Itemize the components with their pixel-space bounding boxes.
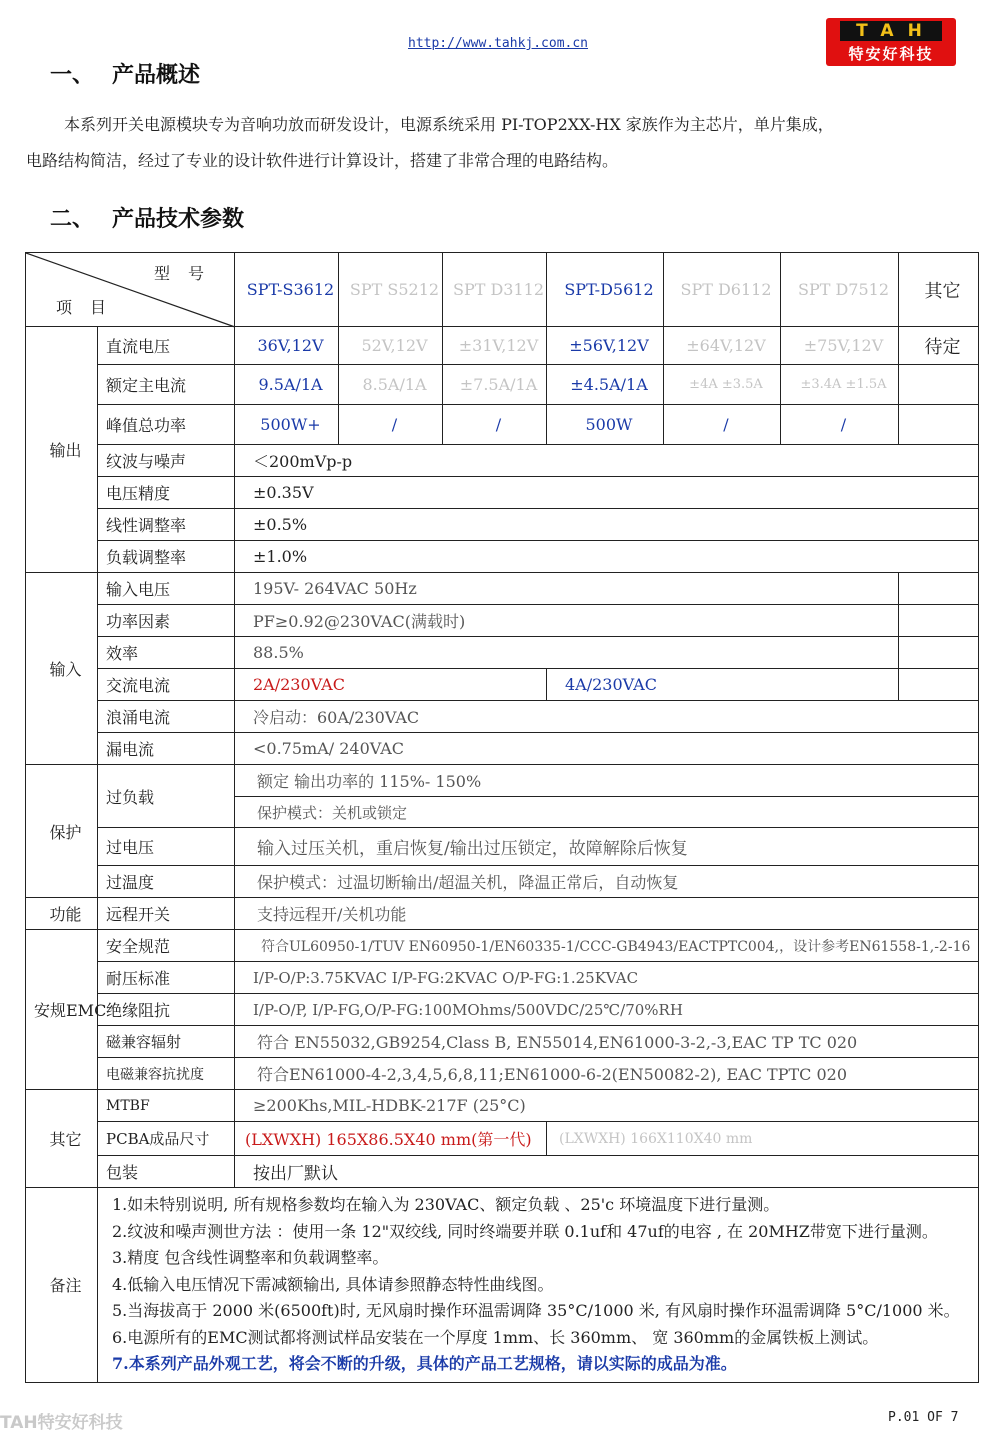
value-cell: 195V- 264VAC 50Hz: [235, 573, 899, 605]
corner-model-label: 型号: [154, 264, 223, 283]
value-cell: I/P-O/P, I/P-FG,O/P-FG:100MOhms/500VDC/25℃/70%RH: [235, 994, 979, 1026]
table-row: [26, 1058, 979, 1090]
value-cell: ±4A ±3.5A: [664, 365, 781, 405]
website-url[interactable]: http://www.tahkj.com.cn: [408, 36, 589, 51]
note-item: 6.电源所有的EMC测试都将测试样品安装在一个厚度 1mm、长 360mm、 宽 360mm的金属铁板上测试。: [112, 1327, 879, 1347]
row-label: 过温度: [98, 866, 235, 898]
value-cell: ±31V,12V: [443, 327, 547, 365]
note-item: 5.当海拔高于 2000 米(6500ft)时, 无风扇时操作环温需调降 35°C/1000 米, 有风扇时操作环温需调降 5°C/1000 米。: [112, 1301, 960, 1320]
value-cell: 按出厂默认: [235, 1156, 979, 1188]
value-cell: 52V,12V: [339, 327, 443, 365]
note-item: 1.如未特别说明, 所有规格参数均在输入为 230VAC、额定负载 、25'c 环境温度下进行量测。: [112, 1195, 780, 1214]
row-label: PCBA成品尺寸: [98, 1122, 235, 1156]
logo-letters: TAH: [840, 21, 942, 41]
section-title: 产品技术参数: [112, 207, 245, 232]
row-label: 输入电压: [98, 573, 235, 605]
value-cell: 500W+: [235, 405, 339, 445]
value-cell: 符合UL60950-1/TUV EN60950-1/EN60335-1/CCC-GB4943/EACTPTC004,，设计参考EN61558-1,-2-16: [235, 930, 979, 962]
value-cell: 9.5A/1A: [235, 365, 339, 405]
page-number: P.01 OF 7: [888, 1410, 959, 1425]
model-header: SPT-D5612: [547, 253, 664, 327]
section-number: 一、: [50, 63, 95, 88]
table-row: [26, 866, 979, 898]
intro-line-2: 电路结构简洁，经过了专业的设计软件进行计算设计，搭建了非常合理的电路结构。: [26, 151, 619, 170]
notes-cell: [98, 1188, 979, 1383]
value-cell: 2A/230VAC: [235, 669, 547, 701]
notes-row: [26, 1188, 979, 1383]
table-row: [26, 962, 979, 994]
value-cell: (LXWXH) 165X86.5X40 mm(第一代): [235, 1122, 547, 1156]
section-heading-overview: [50, 58, 200, 89]
row-label: 绝缘阻抗: [98, 994, 235, 1026]
row-label: 包装: [98, 1156, 235, 1188]
intro-line-1: 本系列开关电源模块专为音响功放而研发设计，电源系统采用 PI-TOP2XX-HX 家族作为主芯片，单片集成，: [64, 115, 834, 134]
value-cell: ±75V,12V: [781, 327, 899, 365]
value-cell-other: [899, 365, 979, 405]
row-label: 效率: [98, 637, 235, 669]
table-row: [26, 1122, 979, 1156]
row-label: 纹波与噪声: [98, 445, 235, 477]
row-label: 漏电流: [98, 733, 235, 765]
group-label-function: 功能: [26, 898, 98, 930]
value-cell: 500W: [547, 405, 664, 445]
value-cell: 保护模式：关机或锁定: [235, 797, 979, 828]
table-row: [26, 445, 979, 477]
row-label: 负载调整率: [98, 541, 235, 573]
row-label: 耐压标准: [98, 962, 235, 994]
value-cell: /: [664, 405, 781, 445]
table-row: [26, 669, 979, 701]
table-row: [26, 828, 979, 866]
value-cell: ±0.35V: [235, 477, 979, 509]
section-title: 产品概述: [112, 63, 201, 88]
value-cell: 支持远程开/关机功能: [235, 898, 979, 930]
row-label: 交流电流: [98, 669, 235, 701]
value-cell: 符合EN61000-4-2,3,4,5,6,8,11;EN61000-6-2(EN50082-2), EAC TPTC 020: [235, 1058, 979, 1090]
logo-text: 特安好科技: [848, 45, 934, 63]
value-cell: PF≥0.92@230VAC(满载时): [235, 605, 899, 637]
other-col-header: 其它: [899, 253, 979, 327]
table-row: [26, 898, 979, 930]
value-cell: I/P-O/P:3.75KVAC I/P-FG:2KVAC O/P-FG:1.25KVAC: [235, 962, 979, 994]
row-label: 过电压: [98, 828, 235, 866]
note-item: 4.低输入电压情况下需减额输出, 具体请参照静态特性曲线图。: [112, 1274, 554, 1294]
model-header: SPT D3112: [443, 253, 547, 327]
value-cell: <0.75mA/ 240VAC: [235, 733, 979, 765]
table-row: [26, 605, 979, 637]
table-row: [26, 509, 979, 541]
section-number: 二、: [50, 207, 95, 232]
value-cell: ±0.5%: [235, 509, 979, 541]
table-row: [26, 477, 979, 509]
group-label-safety-emc: 安规EMC: [26, 930, 98, 1090]
table-row: [26, 733, 979, 765]
table-row: [26, 701, 979, 733]
company-logo: [826, 18, 956, 66]
row-label: 磁兼容辐射: [98, 1026, 235, 1058]
value-cell: ＜200mVp-p: [235, 445, 979, 477]
table-row: [26, 765, 979, 797]
value-cell: /: [443, 405, 547, 445]
table-row: [26, 637, 979, 669]
table-row: [26, 327, 979, 365]
value-cell: ±7.5A/1A: [443, 365, 547, 405]
row-label: 电压精度: [98, 477, 235, 509]
value-cell: 36V,12V: [235, 327, 339, 365]
value-cell: 符合 EN55032,GB9254,Class B, EN55014,EN61000-3-2,-3,EAC TP TC 020: [235, 1026, 979, 1058]
table-row: [26, 994, 979, 1026]
note-item: 7.本系列产品外观工艺，将会不断的升级，具体的产品工艺规格，请以实际的成品为准。: [112, 1354, 737, 1373]
footer-brand: TAH特安好科技: [0, 1413, 123, 1433]
group-label-notes: 备注: [26, 1188, 98, 1383]
value-cell: /: [339, 405, 443, 445]
value-cell: ±56V,12V: [547, 327, 664, 365]
table-row: [26, 573, 979, 605]
table-row: [26, 405, 979, 445]
value-cell: 4A/230VAC: [547, 669, 899, 701]
value-cell: ±3.4A ±1.5A: [781, 365, 899, 405]
value-cell: 输入过压关机，重启恢复/输出过压锁定，故障解除后恢复: [235, 828, 979, 866]
row-label: 额定主电流: [98, 365, 235, 405]
group-label-input: 输入: [26, 573, 98, 765]
row-label: 峰值总功率: [98, 405, 235, 445]
value-cell: (LXWXH) 166X110X40 mm: [547, 1122, 979, 1156]
value-cell-other: [899, 405, 979, 445]
corner-cell: [26, 253, 235, 327]
value-cell-other: [899, 605, 979, 637]
table-row: [26, 930, 979, 962]
value-cell: ±1.0%: [235, 541, 979, 573]
note-item: 2.纹波和噪声测世方法 ：使用一条 12"双绞线, 同时终端要并联 0.1uf和 47uf的电容 , 在 20MHZ带宽下进行量测。: [112, 1221, 938, 1241]
row-label: 安全规范: [98, 930, 235, 962]
row-label: 远程开关: [98, 898, 235, 930]
section-heading-specs: [50, 202, 244, 233]
table-row: [26, 1156, 979, 1188]
row-label: 功率因素: [98, 605, 235, 637]
row-label: 过负载: [98, 765, 235, 828]
table-row: [26, 1026, 979, 1058]
value-cell: /: [781, 405, 899, 445]
value-cell-other: [899, 637, 979, 669]
row-label: 直流电压: [98, 327, 235, 365]
value-cell: ±4.5A/1A: [547, 365, 664, 405]
row-label: MTBF: [98, 1090, 235, 1122]
value-cell: 额定 输出功率的 115%- 150%: [235, 765, 979, 797]
table-row: [26, 1090, 979, 1122]
value-cell: 8.5A/1A: [339, 365, 443, 405]
model-header: SPT D6112: [664, 253, 781, 327]
group-label-protect: 保护: [26, 765, 98, 898]
header-row: [26, 253, 979, 327]
table-row: [26, 365, 979, 405]
group-label-output: 输出: [26, 327, 98, 573]
value-cell: ±64V,12V: [664, 327, 781, 365]
row-label: 线性调整率: [98, 509, 235, 541]
value-cell: ≥200Khs,MIL-HDBK-217F (25°C): [235, 1090, 979, 1122]
model-header: SPT S5212: [339, 253, 443, 327]
value-cell: 保护模式：过温切断输出/超温关机，降温正常后，自动恢复: [235, 866, 979, 898]
table-row: [26, 541, 979, 573]
row-label: 电磁兼容抗扰度: [98, 1058, 235, 1090]
value-cell-other: 待定: [899, 327, 979, 365]
corner-item-label: 项目: [56, 298, 125, 317]
value-cell-other: [899, 573, 979, 605]
model-header: SPT-S3612: [235, 253, 339, 327]
row-label: 浪涌电流: [98, 701, 235, 733]
value-cell: 88.5%: [235, 637, 899, 669]
value-cell: 冷启动：60A/230VAC: [235, 701, 979, 733]
model-header: SPT D7512: [781, 253, 899, 327]
note-item: 3.精度 包含线性调整率和负载调整率。: [112, 1248, 389, 1267]
spec-table: [25, 252, 979, 1383]
group-label-other: 其它: [26, 1090, 98, 1188]
value-cell-other: [899, 669, 979, 701]
